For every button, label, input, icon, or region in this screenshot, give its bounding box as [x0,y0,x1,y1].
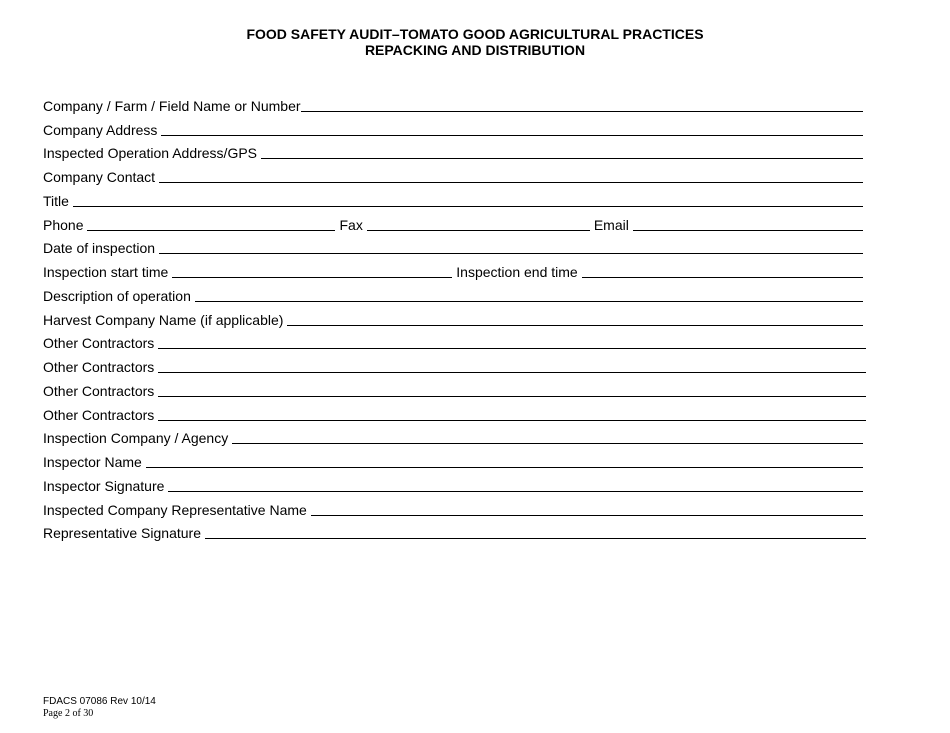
phone-field[interactable] [87,229,335,231]
other-contractors-row-3 [43,377,866,401]
description-label: Description of operation [43,287,191,304]
representative-signature-field[interactable] [205,537,866,539]
inspector-name-field[interactable] [146,466,863,468]
company-name-row [43,92,866,116]
company-contact-field[interactable] [159,181,863,183]
form-id: FDACS 07086 Rev 10/14 [43,696,156,707]
phone-label: Phone [43,216,84,233]
other-contractors-row-1 [43,330,866,354]
inspector-name-label: Inspector Name [43,454,142,470]
other-contractors-field[interactable] [158,371,866,373]
other-contractors-label: Other Contractors [43,406,155,423]
title-label: Title [43,192,69,209]
company-address-field[interactable] [161,134,863,136]
operation-address-label: Inspected Operation Address/GPS [43,145,258,162]
other-contractors-label: Other Contractors [43,335,155,352]
end-time-field[interactable] [582,276,863,278]
start-time-field[interactable] [172,276,452,278]
representative-signature-label: Representative Signature [43,525,201,542]
inspection-times-row [43,258,866,282]
form-title: FOOD SAFETY AUDIT–TOMATO GOOD AGRICULTURAL PRACTICES [246,26,704,42]
end-time-label: Inspection end time [456,264,578,280]
description-row [43,282,866,306]
title-row [43,187,866,211]
representative-name-row [43,496,866,520]
company-name-field[interactable] [301,110,863,112]
audit-header-form [43,92,866,543]
date-of-inspection-field[interactable] [159,252,863,254]
company-contact-label: Company Contact [43,169,156,185]
email-field[interactable] [633,229,863,231]
date-of-inspection-label: Date of inspection [43,240,156,257]
other-contractors-field[interactable] [158,395,866,397]
inspection-company-label: Inspection Company / Agency [43,430,229,447]
fax-label: Fax [339,216,363,233]
representative-name-label: Inspected Company Representative Name [43,501,307,518]
harvest-company-label: Harvest Company Name (if applicable) [43,311,284,328]
inspector-name-row [43,448,866,472]
page-number: Page 2 of 30 [43,708,94,719]
company-contact-row [43,163,866,187]
inspection-company-field[interactable] [232,442,863,444]
other-contractors-label: Other Contractors [43,382,155,399]
start-time-label: Inspection start time [43,264,169,280]
description-field[interactable] [195,300,863,302]
other-contractors-row-2 [43,353,866,377]
phone-fax-email-row [43,211,866,235]
date-of-inspection-row [43,235,866,259]
company-address-row [43,116,866,140]
inspector-signature-label: Inspector Signature [43,477,165,494]
operation-address-field[interactable] [261,157,863,159]
inspector-signature-row [43,472,866,496]
inspection-company-row [43,425,866,449]
fax-field[interactable] [367,229,590,231]
form-subtitle: REPACKING AND DISTRIBUTION [364,42,586,58]
representative-signature-row [43,520,866,544]
harvest-company-field[interactable] [287,324,863,326]
other-contractors-row-4 [43,401,866,425]
email-label: Email [593,216,629,233]
inspector-signature-field[interactable] [168,490,863,492]
representative-name-field[interactable] [311,514,863,516]
operation-address-row [43,140,866,164]
other-contractors-label: Other Contractors [43,359,155,375]
other-contractors-field[interactable] [158,347,866,349]
other-contractors-field[interactable] [158,419,866,421]
company-name-label: Company / Farm / Field Name or Number [43,97,301,114]
harvest-company-row [43,306,866,330]
company-address-label: Company Address [43,121,158,138]
title-field[interactable] [73,205,863,207]
